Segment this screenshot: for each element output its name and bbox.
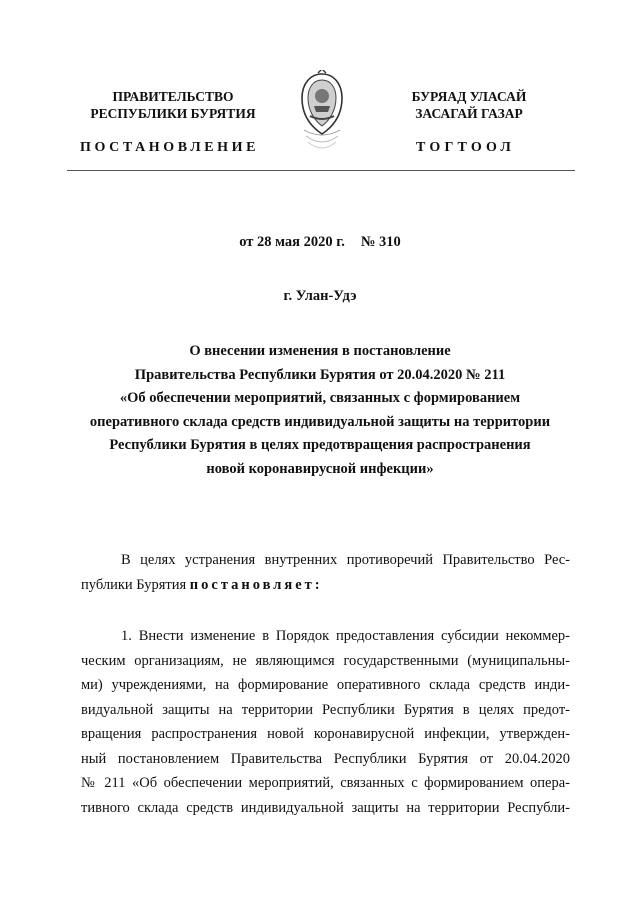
header-right-line-2: ЗАСАГАЙ ГАЗАР [415,106,523,121]
preamble-line-2-text: публики Бурятия [81,576,187,593]
paragraph-line: ческим организациям, не являющимся государственными (муниципальны- [81,652,570,669]
paragraph-line: ный постановлением Правительства Республики Бурятия от 20.04.2020 [81,750,570,767]
paragraph-1 [81,624,570,820]
paragraph-line: тивного склада средств индивидуальной защиты на территории Республи- [81,799,570,816]
paragraph-line: видуальной защиты на территории Республики Бурятия в целях предот- [81,701,570,718]
title-line: О внесении изменения в постановление [189,343,451,359]
header-left-authority [78,88,268,122]
title-line: Республики Бурятия в целях предотвращения распространения [109,437,531,453]
decree-city: г. Улан-Удэ [283,288,357,304]
header-right-document-kind: ТОГТООЛ [416,140,516,155]
decree-number: № 310 [360,234,401,250]
title-line: «Об обеспечении мероприятий, связанных с формированием [119,390,521,406]
preamble-paragraph [81,548,570,597]
decree-verb: постановляет: [189,576,323,593]
header-left-document-kind: ПОСТАНОВЛЕНИЕ [80,140,260,155]
header-right-authority [384,88,554,122]
header-right-line-1: БУРЯАД УЛАСАЙ [411,89,527,104]
paragraph-line: 1. Внести изменение в Порядок предоставления субсидии некоммер- [121,628,570,644]
preamble-line-1: В целях устранения внутренних противоречий Правительство Рес- [121,552,570,568]
title-line: оперативного склада средств индивидуальной защиты на территории [89,413,551,430]
paragraph-line: № 211 «Об обеспечении мероприятий, связанных с формированием опера- [81,775,570,791]
title-line: Правительства Республики Бурятия от 20.04.2020 № 211 [134,366,506,383]
header-divider [67,170,575,171]
preamble-line-2 [81,573,570,598]
header-left-line-1: ПРАВИТЕЛЬСТВО [112,89,234,104]
header-left-line-2: РЕСПУБЛИКИ БУРЯТИЯ [90,106,256,121]
paragraph-line: ми) учреждениями, на формирование оперативного склада средств инди- [81,677,570,693]
coat-of-arms-emblem-icon [296,70,348,160]
decree-date: от 28 мая 2020 г. [239,234,345,250]
paragraph-line: вращения распространения новой коронавирусной инфекции, утвержден- [81,726,570,742]
decree-title [60,340,580,481]
title-line: новой коронавирусной инфекции» [206,460,434,477]
decree-date-number [60,234,580,251]
